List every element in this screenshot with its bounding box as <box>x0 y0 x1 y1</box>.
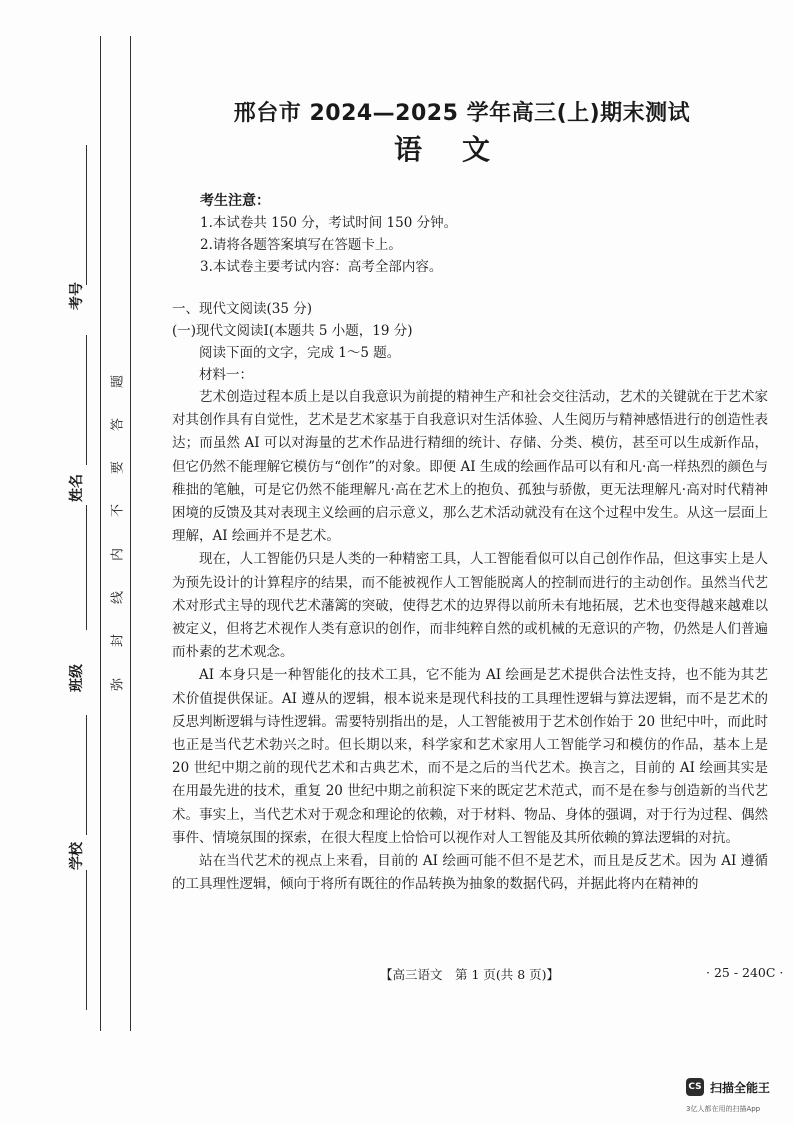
binding-line-outer <box>100 36 101 1031</box>
seal-char: 要 <box>110 461 126 475</box>
school-fill-line-2 <box>86 870 87 1010</box>
seal-char: 题 <box>110 375 126 389</box>
exam-number-label: 考号 <box>69 282 85 310</box>
name-fill-line-2 <box>86 505 87 630</box>
seal-char: 弥 <box>110 678 126 692</box>
watermark-app-name: 扫描全能王 <box>710 1081 771 1095</box>
school-fill-line <box>86 715 87 835</box>
notice-item: 2.请将各题答案填写在答题卡上。 <box>200 237 402 253</box>
class-label: 班级 <box>69 664 85 692</box>
paragraph: 站在当代艺术的视点上来看，目前的 AI 绘画可能不但不是艺术，而且是反艺术。因为 AI 遵循的工具理性逻辑，倾向于将所有既往的作品转换为抽象的数据代码，并据此将内在精神的 <box>172 853 768 893</box>
notice-item: 1.本试卷共 150 分，考试时间 150 分钟。 <box>200 215 458 231</box>
name-label: 姓名 <box>69 474 85 502</box>
page-footer: 【高三语文 第 1 页(共 8 页)】 <box>380 967 560 982</box>
paragraph: AI 本身只是一种智能化的技术工具，它不能为 AI 绘画是艺术提供合法性支持，也不能为其艺术价值提供保证。AI 遵从的逻辑，根本说来是现代科技的工具理性逻辑与算法逻辑，而不是艺术的反思判断逻辑与诗性逻辑。需要特别指出的是，人工智能被用于艺术创作始于 20 世纪中叶，而此时也正是当代艺术勃兴之时。但长期以来，科学家和艺术家用人工智能学习和模仿的作品，基本上是 20 世纪中期之前的现代艺术和古典艺术，而不是之后的当代艺术。换言之，目前的 AI 绘画其实是在用最先进的技术，重复 20 世纪中期之前积淀下来的既定艺术范式，而不是在参与创造新的当代艺术。事实上，当代艺术对于观念和理论的依赖，对于材料、物品、身体的强调，对于行为过程、偶然事件、情境氛围的探索，在很大程度上恰恰可以视作对人工智能及其所依赖的算法逻辑的对抗。 <box>172 667 768 846</box>
watermark-tagline: 3亿人都在用的扫描App <box>686 1105 761 1113</box>
exam-title: 邢台市 2024—2025 学年高三(上)期末测试 <box>233 101 691 126</box>
seal-char: 不 <box>110 504 126 518</box>
paragraph: 现在，人工智能仍只是人类的一种精密工具，人工智能看似可以自己创作作品，但这事实上是人为预先设计的计算程序的结果，而不能被视作人工智能脱离人的控制而进行的主动创作。虽然当代艺术对形式主导的现代艺术藩篱的突破，使得艺术的边界得以前所未有地拓展，艺术也变得越来越难以被定义，但将艺术视作人类有意识的创作，而非纯粹自然的或机械的无意识的产物，仍然是人们普遍而朴素的艺术观念。 <box>172 551 768 661</box>
seal-char: 封 <box>110 634 126 648</box>
seal-char: 答 <box>110 418 126 432</box>
notice-item: 3.本试卷主要考试内容：高考全部内容。 <box>200 259 443 275</box>
section-title: 一、现代文阅读(35 分) <box>172 301 313 317</box>
subject-title: 语文 <box>393 133 530 166</box>
seal-char: 内 <box>110 548 126 562</box>
school-label: 学校 <box>69 842 85 870</box>
material-label: 材料一： <box>199 367 253 383</box>
camscanner-logo-icon: CS <box>686 1078 704 1096</box>
binding-line-inner <box>130 36 131 1031</box>
name-fill-line <box>86 335 87 465</box>
seal-char: 线 <box>110 591 126 605</box>
exam-notice <box>200 190 457 278</box>
reading-section <box>172 298 768 896</box>
exam-code: · 25 - 240C · <box>706 965 784 980</box>
section-subtitle: (一)现代文阅读Ⅰ(本题共 5 小题，19 分) <box>172 323 413 339</box>
paragraph: 艺术创造过程本质上是以自我意识为前提的精神生产和社会交往活动，艺术的关键就在于艺术家对其创作具有自觉性，艺术是艺术家基于自我意识对生活体验、人生阅历与精神感悟进行的创造性表达；而虽然 AI 可以对海量的艺术作品进行精细的统计、存储、分类、模仿，甚至可以生成新作品，但它仍然不能理解它模仿与“创作”的对象。即便 AI 生成的绘画作品可以有和凡·高一样热烈的颜色与稚拙的笔触，可是它仍然不能理解凡·高在艺术上的抱负、孤独与骄傲，更无法理解凡·高对时代精神困境的反馈及其对表现主义绘画的启示意义，那么艺术活动就没有在这个过程中发生。从这一层面上理解，AI 绘画并不是艺术。 <box>172 389 768 545</box>
exam-number-fill-line <box>86 145 87 285</box>
notice-heading: 考生注意： <box>200 193 270 209</box>
reading-instruction: 阅读下面的文字，完成 1～5 题。 <box>199 345 401 361</box>
